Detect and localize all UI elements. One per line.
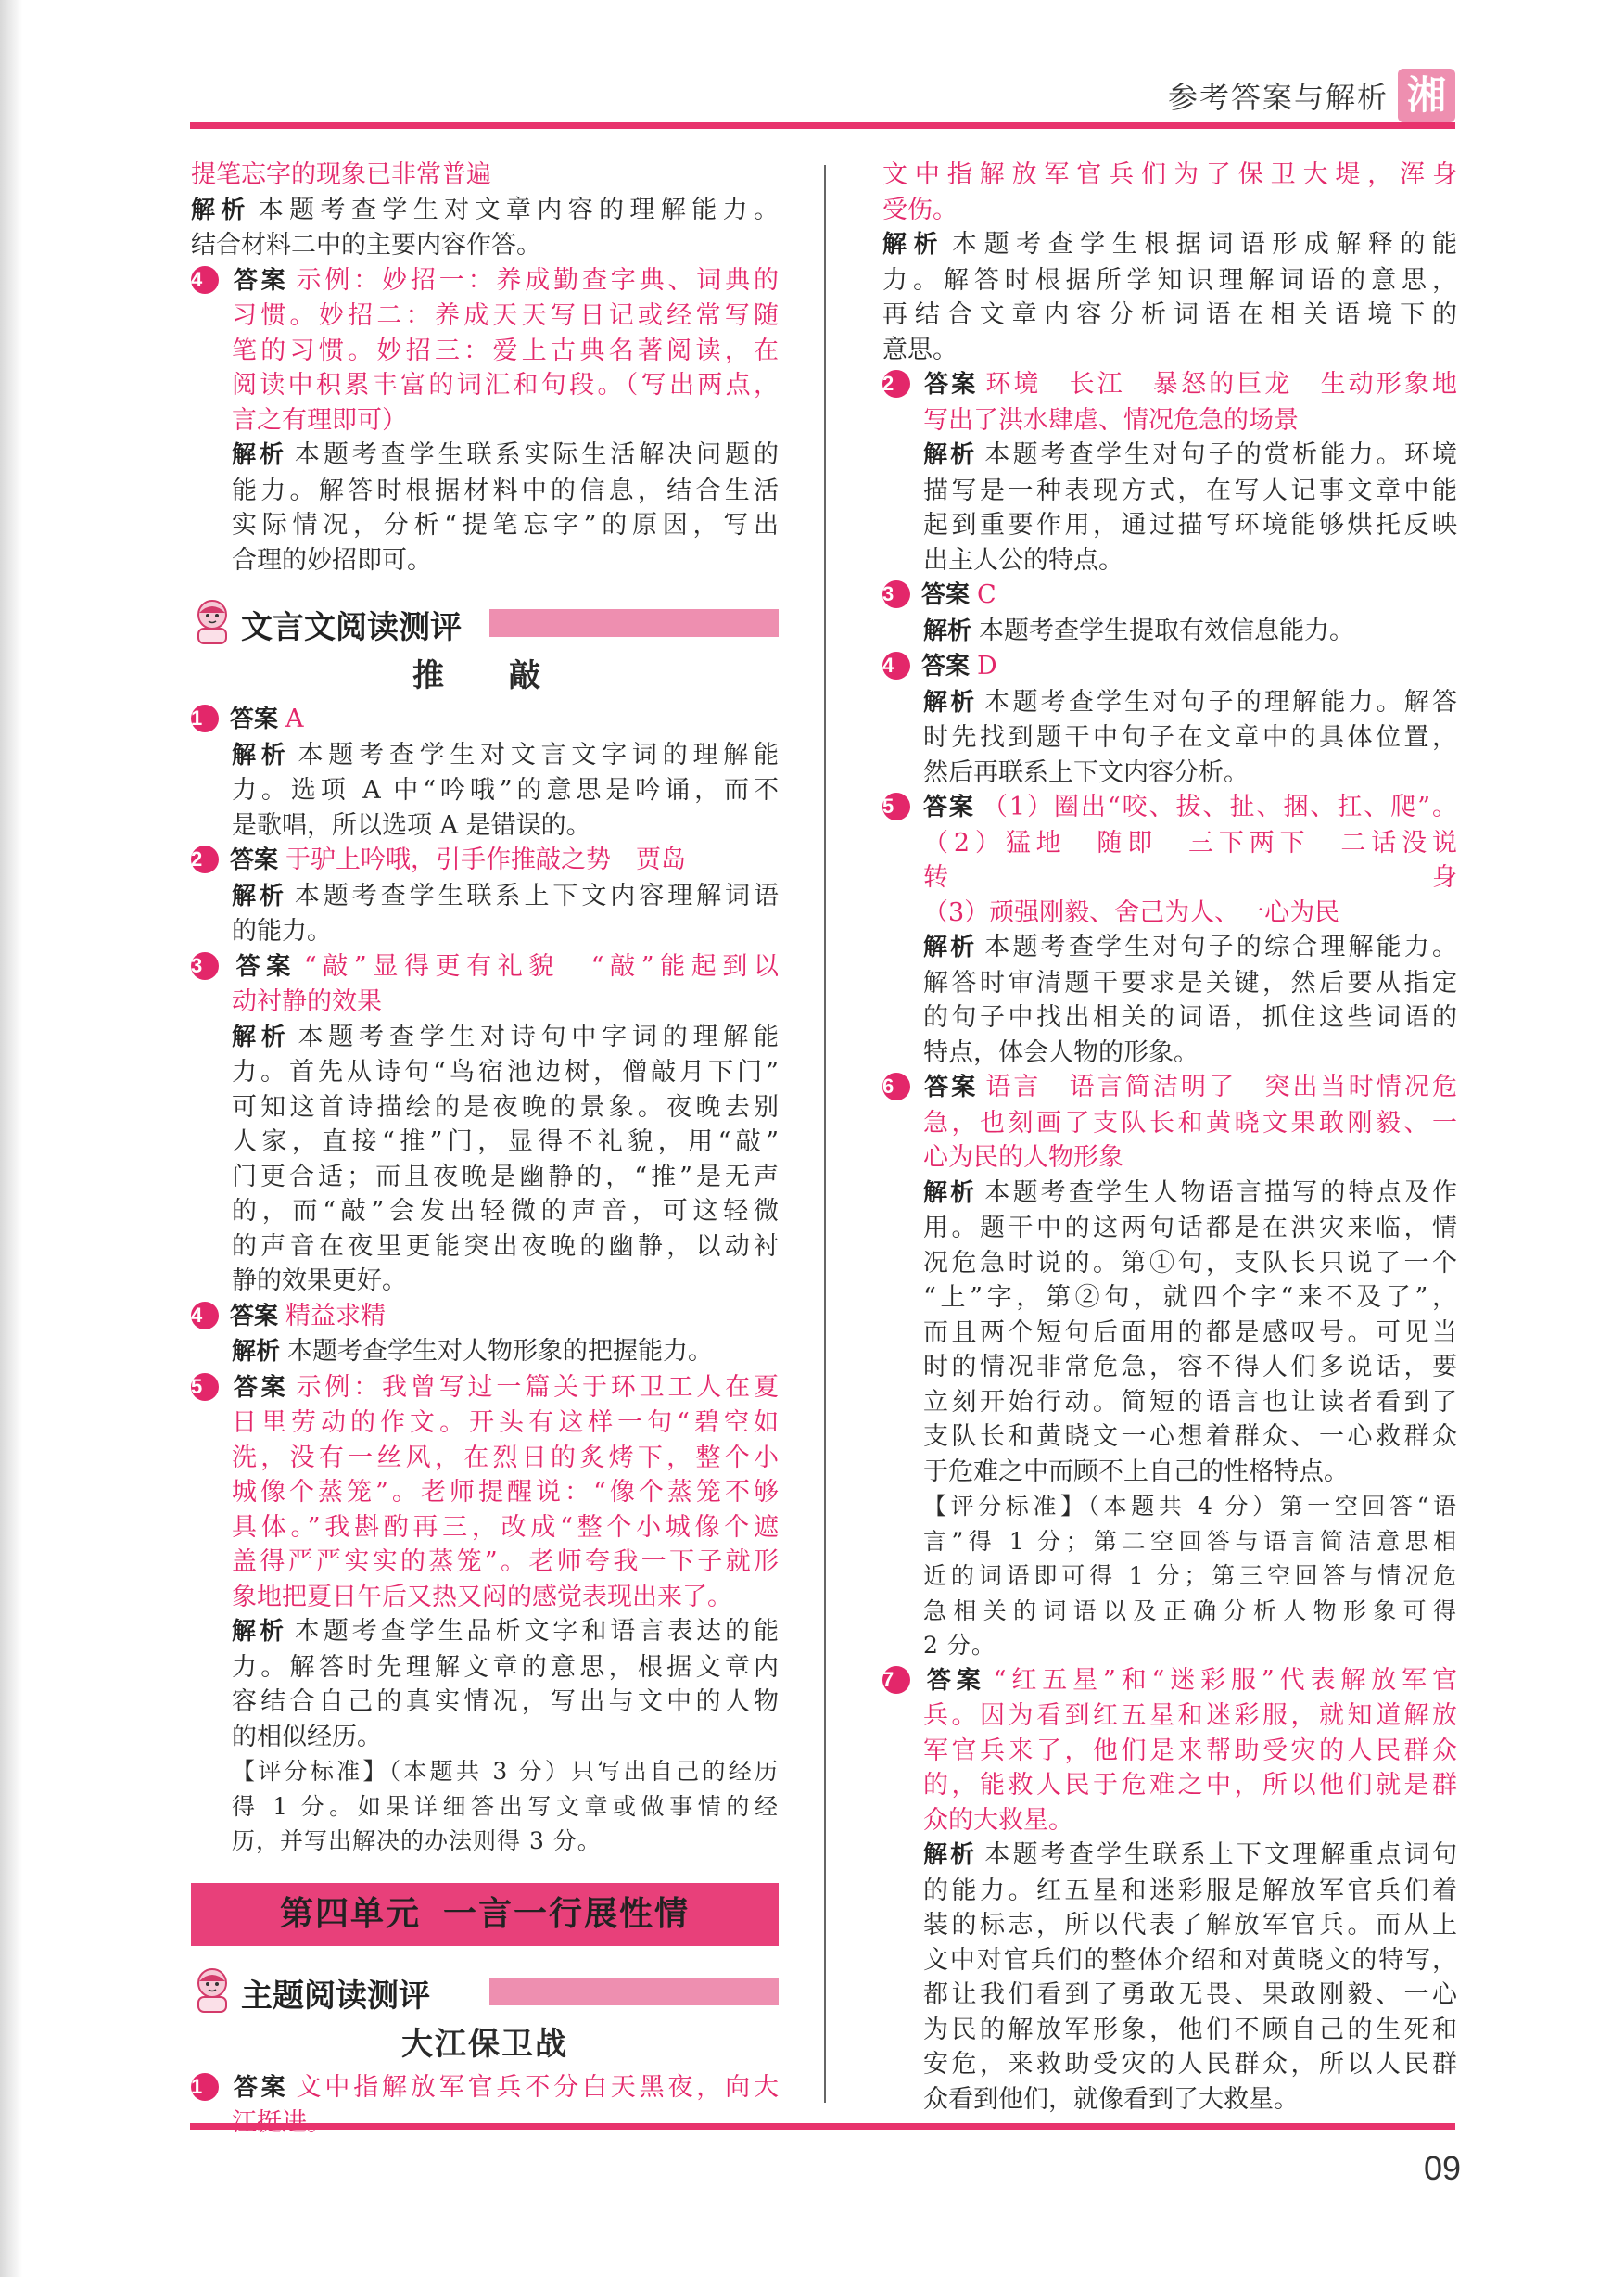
header-rule	[190, 122, 1455, 129]
analysis-line	[882, 1176, 1457, 1212]
score-criteria-text: 【评分标准】（本题共 4 分）第一空回答“语	[923, 1493, 1457, 1520]
analysis-text: 用。题干中的这两句话都是在洪灾来临，情	[923, 1214, 1457, 1242]
analysis-text: 众看到他们，就像看到了大救星。	[923, 2084, 1299, 2114]
analysis-text: 的声音在夜里更能突出夜晚的幽静，以动衬	[232, 1231, 779, 1261]
analysis-text: 再结合文章内容分析词语在相关语境下的	[882, 300, 1457, 329]
answer-line	[191, 263, 779, 299]
analysis-line	[882, 1943, 1457, 1978]
answer-line	[191, 299, 779, 334]
analysis-line	[882, 1000, 1457, 1036]
answer-line	[191, 702, 779, 738]
score-criteria-text: 近的词语即可得 1 分；第三空回答与情况危	[923, 1562, 1457, 1589]
question-number-badge: 1	[191, 705, 219, 732]
analysis-text: 结合材料二中的主要内容作答。	[191, 231, 541, 260]
analysis-line	[191, 738, 779, 774]
answer-line	[882, 896, 1457, 931]
answer-text: 盖得严严实实的蒸笼”。老师夸我一下子就形	[232, 1547, 779, 1576]
analysis-text: 的能力。	[232, 917, 332, 946]
answer-continued-text: 提笔忘字的现象已非常普遍	[191, 160, 491, 189]
analysis-line	[191, 193, 779, 229]
score-criteria-text: 急相关的词语以及正确分析人物形象可得	[923, 1596, 1457, 1624]
analysis-line	[882, 298, 1457, 333]
answer-line	[191, 949, 779, 986]
answer-line	[191, 1545, 779, 1580]
score-criteria-line	[882, 1489, 1457, 1524]
section-header	[191, 1966, 779, 2013]
score-criteria-line	[882, 1594, 1457, 1629]
answer-text: 洗，没有一丝风，在烈日的炙烤下，整个小	[232, 1443, 779, 1472]
answer-line	[882, 1698, 1457, 1734]
analysis-text: 静的效果更好。	[232, 1266, 407, 1295]
analysis-line	[191, 228, 779, 263]
analysis-line	[882, 1455, 1457, 1490]
analysis-text: 装的标志，所以代表了解放军官兵。而从上	[923, 1911, 1457, 1940]
question-number-badge: 2	[882, 370, 910, 398]
analysis-text: 力。解答时根据所学知识理解词语的意思，	[882, 265, 1457, 295]
section-title-bar	[489, 1978, 779, 2005]
answer-line	[882, 1663, 1457, 1699]
analysis-text: 本题考查学生对诗句中字词的理解能	[298, 1022, 779, 1051]
question-number-badge: 6	[882, 1073, 910, 1100]
analysis-line	[882, 2082, 1457, 2118]
answer-text: 精益求精	[285, 1301, 387, 1330]
analysis-line	[191, 508, 779, 543]
answer-line	[191, 1580, 779, 1615]
analysis-text: 而且两个短句后面用的都是感叹号。可见当	[923, 1317, 1457, 1347]
analysis-text: 力。选项 A 中“吟哦”的意思是吟诵，而不	[232, 776, 779, 805]
answer-text: 的，能救人民于危难之中，所以他们就是群	[923, 1771, 1457, 1800]
page-number: 09	[1424, 2149, 1462, 2187]
analysis-line	[191, 1720, 779, 1755]
analysis-text: 意思。	[882, 335, 958, 364]
answer-text: 笔的习惯。妙招三：爱上古典名著阅读，在	[232, 336, 779, 365]
analysis-text: 本题考查学生联系实际生活解决问题的	[294, 440, 779, 469]
answer-text: 语言 语言简洁明了 突出当时情况危	[985, 1073, 1457, 1101]
header-title: 参考答案与解析	[1168, 80, 1389, 115]
answer-text: 环境 长江 暴怒的巨龙 生动形象地	[985, 370, 1457, 399]
section-title-bar	[489, 609, 779, 637]
analysis-label: 解析	[191, 196, 251, 224]
answer-line	[191, 2070, 779, 2106]
analysis-line	[882, 1908, 1457, 1943]
article-title: 推 敲	[412, 657, 557, 694]
analysis-label: 解析	[923, 1178, 978, 1207]
analysis-line	[882, 227, 1457, 263]
score-criteria-line	[882, 1524, 1457, 1559]
analysis-label: 解析	[923, 934, 978, 961]
analysis-text: 人家，直接“推”门，显得不礼貌，用“敲”	[232, 1127, 779, 1156]
analysis-text: 出主人公的特点。	[923, 545, 1123, 575]
question-number-badge: 3	[191, 952, 219, 980]
answer-line	[882, 578, 1457, 614]
answer-text: C	[977, 580, 996, 609]
analysis-line	[882, 333, 1457, 368]
analysis-text: 可知这首诗描绘的是夜晚的景象。夜晚去别	[232, 1092, 779, 1122]
analysis-line	[191, 1160, 779, 1195]
answer-line	[191, 368, 779, 403]
analysis-text: 的能力。红五星和迷彩服是解放军官兵们着	[923, 1876, 1457, 1905]
score-criteria-text: 2 分。	[923, 1632, 996, 1659]
analysis-text: 时先找到题干中句子在文章中的具体位置，	[923, 723, 1457, 752]
analysis-text: 本题考查学生对人物形象的把握能力。	[287, 1337, 714, 1366]
analysis-line	[191, 1055, 779, 1090]
analysis-line	[191, 1334, 779, 1370]
answer-text: （1）圈出“咬、拔、扯、捆、扛、爬”。	[982, 793, 1457, 821]
answer-label: 答案	[921, 1666, 986, 1695]
analysis-text: 门更合适；而且夜晚是幽静的，“推”是无声	[232, 1162, 779, 1191]
answer-line	[882, 1768, 1457, 1803]
analysis-line	[882, 543, 1457, 579]
analysis-line	[882, 438, 1457, 474]
answer-text: “红五星”和“迷彩服”代表解放军官	[993, 1665, 1457, 1695]
question-number-badge: 1	[191, 2073, 219, 2101]
analysis-text: 本题考查学生对句子的赏析能力。环境	[984, 440, 1457, 469]
student-avatar-icon	[191, 598, 234, 644]
score-criteria-line	[882, 1628, 1457, 1663]
score-criteria-line	[191, 1754, 779, 1789]
question-number-badge: 4	[191, 266, 219, 294]
answer-line	[882, 403, 1457, 439]
answer-line	[191, 334, 779, 369]
question-number-badge: 5	[191, 1373, 219, 1401]
analysis-line	[882, 1978, 1457, 2013]
answer-text: “敲”显得更有礼貌 “敲”能起到以	[303, 951, 779, 981]
answer-label: 答案	[921, 581, 971, 609]
analysis-line	[882, 966, 1457, 1001]
answer-line	[882, 1803, 1457, 1838]
analysis-line	[191, 773, 779, 808]
answer-line	[191, 843, 779, 879]
answer-continued-text: 受伤。	[882, 195, 958, 224]
answer-text: 象地把夏日午后又热又闷的感觉表现出来了。	[232, 1582, 732, 1611]
answer-text: 示例：我曾写过一篇关于环卫工人在夏	[296, 1372, 779, 1402]
analysis-line	[882, 1350, 1457, 1385]
answer-text: 阅读中积累丰富的词汇和句段。（写出两点，	[232, 371, 779, 400]
question-number-badge: 3	[882, 580, 910, 608]
score-criteria-line	[882, 1558, 1457, 1594]
analysis-line	[882, 1316, 1457, 1351]
answer-line	[191, 1406, 779, 1441]
analysis-line	[882, 508, 1457, 543]
analysis-text: “上”字，第②句，就四个字“来不及了”，	[923, 1283, 1457, 1312]
analysis-label: 解析	[923, 1841, 978, 1869]
answer-label: 答案	[921, 1074, 979, 1101]
analysis-line	[191, 1125, 779, 1160]
right-column	[882, 158, 1457, 2117]
score-criteria-text: 历，并写出解决的办法则得 3 分。	[232, 1827, 602, 1854]
question-number-badge: 2	[191, 846, 219, 873]
answer-text: 言之有理即可）	[232, 405, 407, 435]
analysis-text: 立刻开始行动。简短的语言也让读者看到了	[923, 1387, 1457, 1417]
analysis-text: 本题考查学生品析文字和语言表达的能	[294, 1617, 779, 1646]
answer-text: 城像个蒸笼”。老师提醒说：“像个蒸笼不够	[232, 1478, 779, 1507]
analysis-line	[191, 438, 779, 474]
answer-label: 答案	[230, 846, 279, 874]
unit-banner	[191, 1883, 779, 1946]
analysis-text: 于危难之中而顾不上自己的性格特点。	[923, 1457, 1349, 1486]
analysis-line	[882, 1246, 1457, 1281]
analysis-line	[882, 1874, 1457, 1909]
answer-continued-line	[882, 193, 1457, 228]
answer-text: 转身	[923, 863, 1457, 892]
analysis-label: 解析	[232, 741, 291, 770]
analysis-line	[882, 474, 1457, 509]
analysis-text: 支队长和黄晓文一心想着群众、一心救群众	[923, 1422, 1457, 1451]
analysis-line	[191, 474, 779, 509]
analysis-line	[882, 720, 1457, 756]
answer-line	[882, 1140, 1457, 1176]
answer-text: 急，也刻画了支队长和黄晓文果敢刚毅、一	[923, 1108, 1457, 1138]
answer-text: 于驴上吟哦，引手作推敲之势 贾岛	[285, 846, 687, 874]
question-number-badge: 4	[191, 1302, 219, 1329]
question-number-badge: 7	[882, 1666, 910, 1694]
answer-label: 答案	[921, 653, 971, 681]
answer-continued-line	[882, 158, 1457, 193]
analysis-line	[882, 756, 1457, 791]
analysis-line	[191, 879, 779, 915]
answer-line	[191, 403, 779, 439]
analysis-text: 为民的解放军形象，他们不顾自己的生死和	[923, 2015, 1457, 2044]
analysis-line	[882, 263, 1457, 299]
analysis-text: 安危，来救助受灾的人民群众，所以人民群	[923, 2050, 1457, 2079]
section-title: 文言文阅读测评	[241, 609, 462, 646]
answer-line	[191, 1441, 779, 1476]
left-column	[191, 158, 779, 2141]
answer-text: 众的大救星。	[923, 1805, 1073, 1835]
analysis-line	[882, 2047, 1457, 2082]
answer-text: A	[285, 705, 304, 733]
analysis-line	[882, 930, 1457, 966]
analysis-text: 都让我们看到了勇敢无畏、果敢刚毅、一心	[923, 1980, 1457, 2009]
answer-text: 文中指解放军官兵不分白天黑夜，向大	[296, 2072, 779, 2102]
answer-line	[882, 826, 1457, 861]
section-title: 主题阅读测评	[241, 1977, 430, 2015]
analysis-text: 力。首先从诗句“鸟宿池边树，僧敲月下门”	[232, 1058, 779, 1087]
analysis-text: 本题考查学生对句子的理解能力。解答	[984, 687, 1457, 717]
analysis-line	[191, 1264, 779, 1299]
analysis-line	[191, 1229, 779, 1265]
answer-label: 答案	[230, 2073, 289, 2102]
answer-line	[191, 1299, 779, 1335]
answer-text: （2）猛地 随即 三下两下 二话没说	[923, 828, 1457, 858]
analysis-line	[191, 1020, 779, 1056]
question-number-badge: 4	[882, 652, 910, 680]
answer-line	[191, 1475, 779, 1510]
answer-text: 日里劳动的作文。开头有这样一句“碧空如	[232, 1408, 779, 1437]
analysis-label: 解析	[232, 441, 287, 469]
answer-line	[191, 1370, 779, 1406]
analysis-text: 文中对官兵们的整体介绍和对黄晓文的特写，	[923, 1945, 1457, 1975]
analysis-line	[882, 614, 1457, 650]
analysis-label: 解析	[232, 1023, 291, 1051]
answer-label: 答案	[230, 1373, 289, 1402]
analysis-text: 的句子中找出相关的词语，抓住这些词语的	[923, 1003, 1457, 1032]
analysis-label: 解析	[232, 1618, 287, 1646]
analysis-text: 本题考查学生提取有效信息能力。	[979, 616, 1355, 645]
answer-line	[882, 649, 1457, 685]
answer-continued-text: 文中指解放军官兵们为了保卫大堤，浑身	[882, 160, 1457, 189]
analysis-line	[882, 1036, 1457, 1071]
analysis-text: 本题考查学生对句子的综合理解能力。	[984, 933, 1457, 961]
analysis-text: 是歌唱，所以选项 A 是错误的。	[232, 810, 591, 840]
analysis-line	[882, 1385, 1457, 1420]
answer-line	[882, 790, 1457, 826]
footer-rule	[190, 2123, 1455, 2130]
analysis-text: 解答时审清题干要求是关键，然后要从指定	[923, 968, 1457, 998]
answer-label: 答案	[921, 371, 979, 399]
analysis-line	[191, 1685, 779, 1720]
analysis-text: 本题考查学生联系上下文理解重点词句	[984, 1840, 1457, 1869]
student-avatar-icon	[191, 1966, 234, 2013]
analysis-label: 解析	[923, 441, 978, 469]
answer-text: D	[977, 652, 997, 681]
answer-label: 答案	[230, 706, 279, 733]
analysis-text: 起到重要作用，通过描写环境能够烘托反映	[923, 511, 1457, 540]
analysis-text: 的，而“敲”会发出轻微的声音，可这轻微	[232, 1197, 779, 1226]
analysis-text: 本题考查学生对文章内容的理解能力。	[258, 195, 779, 224]
header-region-mark: 湘	[1398, 69, 1455, 122]
analysis-line	[191, 1090, 779, 1126]
analysis-text: 容结合自己的真实情况，写出与文中的人物	[232, 1687, 779, 1716]
question-number-badge: 5	[882, 793, 910, 820]
unit-name: 第四单元	[279, 1894, 421, 1933]
analysis-line	[882, 685, 1457, 721]
column-divider	[824, 165, 826, 2103]
answer-line	[191, 985, 779, 1020]
analysis-label: 解析	[923, 617, 972, 645]
analysis-line	[882, 1211, 1457, 1246]
answer-line	[882, 860, 1457, 896]
analysis-label: 解析	[882, 231, 945, 259]
analysis-label: 解析	[232, 1338, 281, 1366]
analysis-line	[882, 1838, 1457, 1874]
analysis-label: 解析	[232, 882, 287, 910]
analysis-line	[882, 2013, 1457, 2048]
unit-theme: 一言一行展性情	[443, 1894, 691, 1933]
analysis-text: 况危急时说的。第①句，支队长只说了一个	[923, 1248, 1457, 1278]
analysis-text: 特点，体会人物的形象。	[923, 1037, 1199, 1067]
answer-line	[882, 367, 1457, 403]
answer-label: 答案	[921, 794, 975, 821]
answer-text: 习惯。妙招二：养成天天写日记或经常写随	[232, 301, 779, 330]
analysis-line	[882, 1419, 1457, 1455]
score-criteria-text: 【评分标准】（本题共 3 分）只写出自己的经历	[232, 1758, 779, 1785]
analysis-label: 解析	[923, 688, 978, 717]
answer-continued-line	[191, 158, 779, 193]
score-criteria-line	[191, 1824, 779, 1859]
analysis-text: 实际情况，分析“提笔忘字”的原因，写出	[232, 511, 779, 540]
section-header	[191, 598, 779, 644]
analysis-text: 描写是一种表现方式，在写人记事文章中能	[923, 476, 1457, 505]
answer-label: 答案	[230, 1302, 279, 1330]
answer-text: 军官兵来了，他们是来帮助受灾的人民群众	[923, 1736, 1457, 1765]
analysis-line	[882, 1280, 1457, 1316]
analysis-text: 本题考查学生人物语言描写的特点及作	[984, 1177, 1457, 1207]
analysis-text: 力。解答时先理解文章的意思，根据文章内	[232, 1652, 779, 1682]
answer-label: 答案	[230, 952, 297, 981]
analysis-line	[191, 1650, 779, 1685]
page-edge-shadow	[0, 0, 22, 2277]
answer-label: 答案	[230, 266, 289, 295]
answer-line	[191, 1510, 779, 1546]
article-title: 大江保卫战	[401, 2025, 568, 2063]
answer-text: 兵。因为看到红五星和迷彩服，就知道解放	[923, 1701, 1457, 1730]
answer-text: 写出了洪水肆虐、情况危急的场景	[923, 405, 1299, 435]
answer-line	[882, 1106, 1457, 1141]
analysis-text: 能力。解答时根据材料中的信息，结合生活	[232, 476, 779, 505]
score-criteria-text: 得 1 分。如果详细答出写文章或做事情的经	[232, 1792, 779, 1820]
analysis-line	[191, 1194, 779, 1229]
answer-text: 具体。”我斟酌再三，改成“整个小城像个遮	[232, 1512, 779, 1542]
analysis-line	[191, 914, 779, 949]
analysis-line	[191, 1614, 779, 1650]
analysis-text: 本题考查学生对文言文字词的理解能	[298, 740, 779, 770]
answer-text: 心为民的人物形象	[923, 1143, 1123, 1172]
analysis-text: 本题考查学生联系上下文内容理解词语	[294, 881, 779, 910]
answer-line	[882, 1734, 1457, 1769]
answer-text: （3）顽强刚毅、舍己为人、一心为民	[923, 897, 1340, 927]
answer-text: 示例：妙招一：养成勤查字典、词典的	[296, 265, 779, 295]
answer-text: 动衬静的效果	[232, 987, 382, 1016]
analysis-line	[191, 543, 779, 579]
analysis-text: 合理的妙招即可。	[232, 545, 432, 575]
answer-line	[882, 1070, 1457, 1106]
score-criteria-line	[191, 1789, 779, 1825]
analysis-text: 的相似经历。	[232, 1722, 382, 1751]
analysis-line	[191, 808, 779, 844]
analysis-text: 然后再联系上下文内容分析。	[923, 757, 1249, 787]
score-criteria-text: 言”得 1 分；第二空回答与语言简洁意思相	[923, 1527, 1457, 1555]
analysis-text: 时的情况非常危急，容不得人们多说话，要	[923, 1353, 1457, 1381]
analysis-text: 本题考查学生根据词语形成解释的能	[952, 230, 1457, 259]
